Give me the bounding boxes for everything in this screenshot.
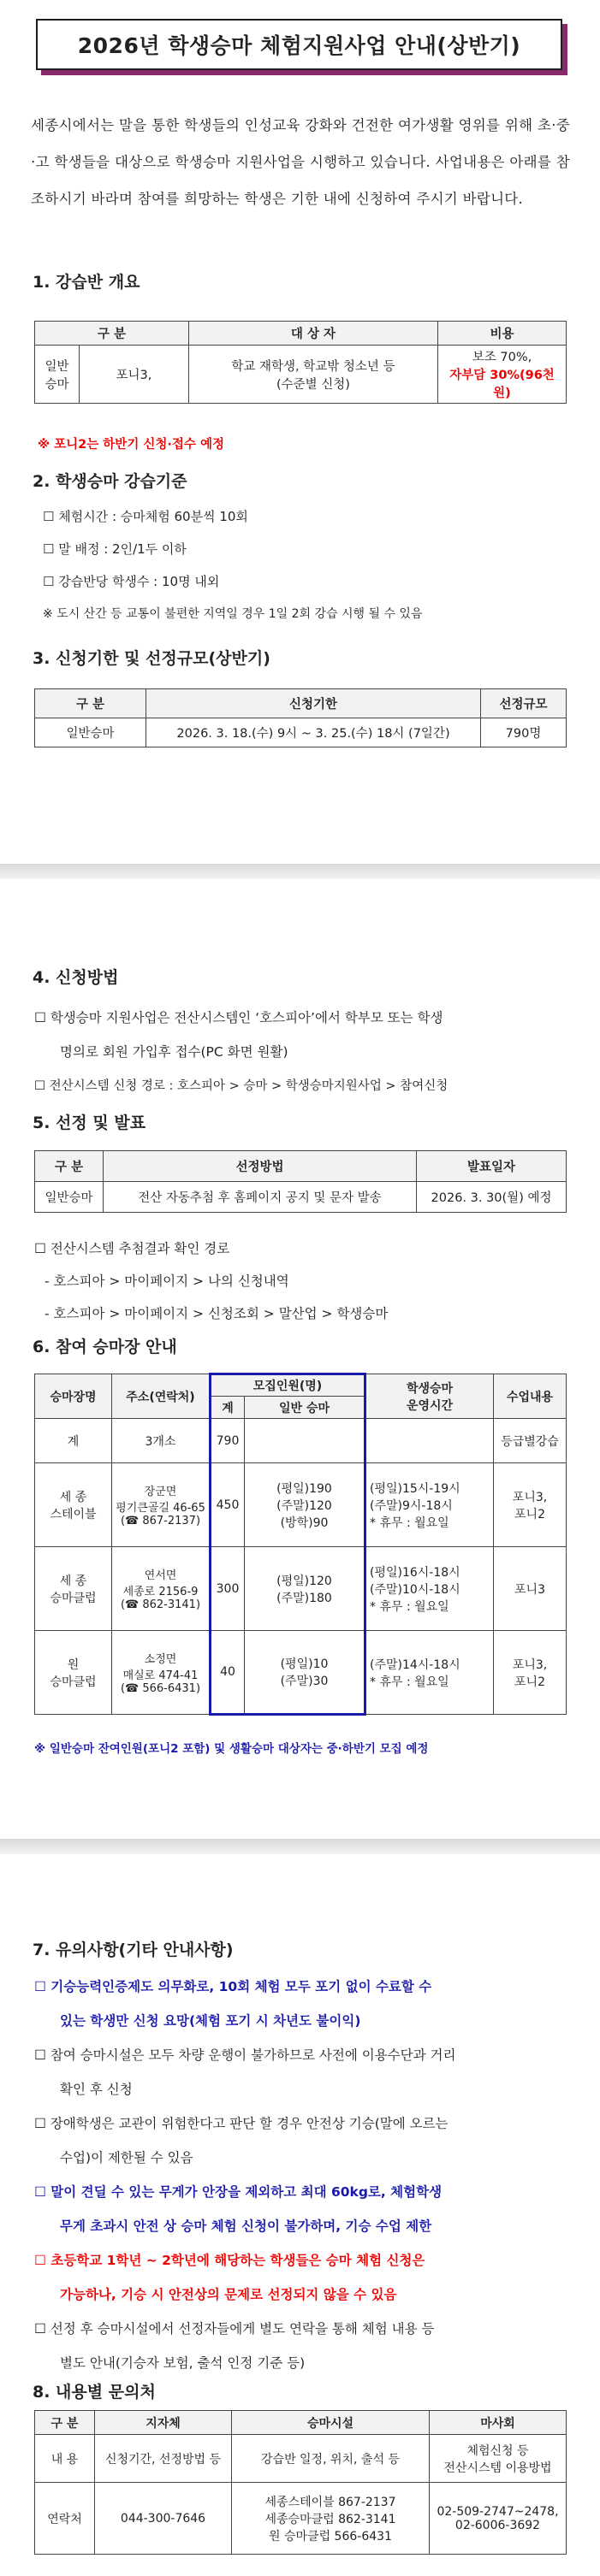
stable-name: 원 승마클럽 [35, 1631, 112, 1715]
stable-general: (평일)10 (주말)30 [245, 1631, 365, 1715]
sum-total: 790 [211, 1419, 245, 1463]
stable-table [34, 1373, 567, 1716]
section-2-heading: 2. 학생승마 강습기준 [33, 472, 187, 491]
page-divider [0, 864, 600, 879]
header-general: 일반 승마 [245, 1397, 365, 1419]
stable-total: 450 [211, 1463, 245, 1547]
criteria-time: ☐ 체험시간 : 승마체험 60분씩 10회 [43, 509, 248, 524]
notice-4 [34, 2175, 573, 2243]
stable-note: ※ 일반승마 잔여인원(포니2 포함) 및 생활승마 대상자는 중·하반기 모집 예정 [34, 1742, 429, 1756]
header-cost: 비용 [438, 322, 567, 346]
notice-2 [34, 2038, 573, 2106]
contact-content-label: 내 용 [35, 2435, 95, 2483]
header-method: 선정방법 [104, 1151, 417, 1182]
header-date: 발표일자 [417, 1151, 567, 1182]
header-stable: 승마장명 [35, 1374, 112, 1419]
contact-table [34, 2410, 567, 2555]
section-5-heading: 5. 선정 및 발표 [33, 1114, 146, 1132]
header-hours: 학생승마 운영시간 [365, 1374, 494, 1419]
contact-phone-gov: 044-300-7646 [95, 2483, 232, 2555]
header-deadline: 신청기한 [146, 689, 481, 718]
header-category: 구 분 [35, 1151, 104, 1182]
criteria-students: ☐ 강습반당 학생수 : 10명 내외 [43, 574, 220, 589]
stable-general: (평일)120 (주말)180 [245, 1547, 365, 1631]
header-facility: 승마시설 [232, 2411, 430, 2435]
header-class: 수업내용 [494, 1374, 567, 1419]
result-check: ☐ 전산시스템 추첨결과 확인 경로 [34, 1241, 230, 1256]
notice-5-line2: 가능하나, 기승 시 안전상의 문제로 선정되지 않을 수 있음 [60, 2287, 397, 2302]
notice-3-line1: ☐ 장애학생은 교관이 위험한다고 판단 할 경우 안전상 기승(말에 오르는 [34, 2116, 449, 2131]
sum-class: 등급별강습 [494, 1419, 567, 1463]
result-path-1: - 호스피아 > 마이페이지 > 나의 신청내역 [45, 1273, 289, 1289]
stable-name: 세 종 스테이블 [35, 1463, 112, 1547]
stable-total: 40 [211, 1631, 245, 1715]
contact-content-facility: 강습반 일정, 위치, 출석 등 [232, 2435, 430, 2483]
notice-5 [34, 2243, 573, 2312]
contact-content-kra: 체험신청 등 전산시스템 이용방법 [430, 2435, 567, 2483]
table-row [35, 1463, 567, 1547]
apply-path: ☐ 전산시스템 신청 경로 : 호스피아 > 승마 > 학생승마지원사업 > 참여신청 [34, 1079, 449, 1093]
stable-class: 포니3, 포니2 [494, 1631, 567, 1715]
contact-phone-kra: 02-509-2747~2478, 02-6006-3692 [430, 2483, 567, 2555]
stable-hours: (평일)15시-19시 (주말)9시-18시 * 휴무 : 월요일 [365, 1463, 494, 1547]
page-divider [0, 1839, 600, 1854]
notice-2-line2: 확인 후 신청 [60, 2082, 133, 2097]
stable-addr: 소정면 매실로 474-41 (☎ 566-6431) [112, 1631, 211, 1715]
page-title: 2026년 학생승마 체험지원사업 안내(상반기) [36, 19, 562, 70]
header-category: 구 분 [35, 2411, 95, 2435]
deadline-period: 2026. 3. 18.(수) 9시 ~ 3. 25.(수) 18시 (7일간) [146, 718, 481, 747]
section-6-heading: 6. 참여 승마장 안내 [33, 1338, 177, 1356]
selection-date: 2026. 3. 30(월) 예정 [417, 1182, 567, 1213]
section-3-heading: 3. 신청기한 및 선정규모(상반기) [33, 649, 270, 668]
table-row [35, 1419, 567, 1463]
notice-6 [34, 2312, 573, 2380]
notice-3-line2: 수업)이 제한될 수 있음 [60, 2150, 193, 2165]
result-path-2: - 호스피아 > 마이페이지 > 신청조회 > 말산업 > 학생승마 [45, 1306, 389, 1321]
section-7-heading: 7. 유의사항(기타 안내사항) [33, 1941, 234, 1959]
deadline-scale: 790명 [481, 718, 567, 747]
criteria-note: ※ 도시 산간 등 교통이 불편한 지역일 경우 1일 2회 강습 시행 될 수 있음 [43, 607, 423, 621]
header-local-gov: 지자체 [95, 2411, 232, 2435]
apply-method-1-line2: 명의로 회원 가입후 접수(PC 화면 원활) [60, 1044, 288, 1060]
notice-6-line2: 별도 안내(기승자 보험, 출석 인정 기준 등) [60, 2355, 306, 2371]
selection-table [34, 1150, 567, 1213]
stable-name: 세 종 승마클럽 [35, 1547, 112, 1631]
notice-3 [34, 2106, 573, 2175]
course-table [34, 321, 567, 404]
sum-general [245, 1419, 365, 1463]
stable-general: (평일)190 (주말)120 (방학)90 [245, 1463, 365, 1547]
cost-self: 자부담 30%(96천원) [449, 369, 555, 400]
stable-class: 포니3 [494, 1547, 567, 1631]
header-category: 구 분 [35, 322, 189, 346]
notice-1 [34, 1970, 573, 2038]
header-scale: 선정규모 [481, 689, 567, 718]
notice-4-line2: 무게 초과시 안전 상 승마 체험 신청이 불가하며, 기승 수업 제한 [60, 2219, 432, 2234]
header-kra: 마사회 [430, 2411, 567, 2435]
criteria-horse: ☐ 말 배정 : 2인/1두 이하 [43, 541, 187, 557]
contact-content-gov: 신청기간, 선정방법 등 [95, 2435, 232, 2483]
header-address: 주소(연락처) [112, 1374, 211, 1419]
course-level: 포니3, [80, 346, 189, 404]
stable-hours: (주말)14시-18시 * 휴무 : 월요일 [365, 1631, 494, 1715]
notice-1-line2: 있는 학생만 신청 요망(체험 포기 시 차년도 불이익) [60, 2013, 361, 2029]
table-row [35, 1631, 567, 1715]
selection-method: 전산 자동추첨 후 홈페이지 공지 및 문자 발송 [104, 1182, 417, 1213]
stable-class: 포니3, 포니2 [494, 1463, 567, 1547]
notice-1-line1: ☐ 기승능력인증제도 의무화로, 10회 체험 모두 포기 없이 수료할 수 [34, 1979, 432, 1994]
selection-type: 일반승마 [35, 1182, 104, 1213]
table-row [35, 2435, 567, 2483]
notice-4-line1: ☐ 말이 견딜 수 있는 무게가 안장을 제외하고 최대 60kg로, 체험학생 [34, 2184, 443, 2200]
table-row [35, 1547, 567, 1631]
section-8-heading: 8. 내용별 문의처 [33, 2383, 156, 2402]
deadline-type: 일반승마 [35, 718, 146, 747]
stable-total: 300 [211, 1547, 245, 1631]
cost-subsidy: 보조 70%, [472, 351, 532, 364]
contact-phone-facility: 세종스테이블 867-2137 세종승마클럽 862-3141 원 승마클럽 566-6431 [232, 2483, 430, 2555]
contact-phone-label: 연락처 [35, 2483, 95, 2555]
course-target: 학교 재학생, 학교밖 청소년 등 (수준별 신청) [188, 346, 437, 404]
header-target: 대 상 자 [188, 322, 437, 346]
table-row [35, 2483, 567, 2555]
course-type: 일반 승마 [35, 346, 80, 404]
header-total: 계 [211, 1397, 245, 1419]
deadline-table [34, 688, 567, 747]
sum-addr: 3개소 [112, 1419, 211, 1463]
sum-hours [365, 1419, 494, 1463]
header-capacity: 모집인원(명) [211, 1374, 365, 1397]
course-cost [438, 346, 567, 404]
notice-5-line1: ☐ 초등학교 1학년 ~ 2학년에 해당하는 학생들은 승마 체험 신청은 [34, 2253, 425, 2268]
stable-hours: (평일)16시-18시 (주말)10시-18시 * 휴무 : 월요일 [365, 1547, 494, 1631]
apply-method-1 [34, 1001, 573, 1069]
stable-addr: 장군면 평기큰골길 46-65 (☎ 867-2137) [112, 1463, 211, 1547]
section-4-heading: 4. 신청방법 [33, 968, 119, 987]
pony2-note: ※ 포니2는 하반기 신청·접수 예정 [38, 438, 224, 452]
intro-paragraph: 세종시에서는 말을 통한 학생들의 인성교육 강화와 건전한 여가생활 영위를 위해 초·중·고 학생들을 대상으로 학생승마 지원사업을 시행하고 있습니다. 사업내용은 아래를 참조하시기 바라며 참여를 희망하는 학생은 기한 내에 신청하여 주시기 바랍니다. [31, 117, 570, 207]
notice-2-line1: ☐ 참여 승마시설은 모두 차량 운행이 불가하므로 사전에 이용수단과 거리 [34, 2047, 456, 2063]
stable-addr: 연서면 세종로 2156-9 (☎ 862-3141) [112, 1547, 211, 1631]
notice-6-line1: ☐ 선정 후 승마시설에서 선정자들에게 별도 연락을 통해 체험 내용 등 [34, 2321, 435, 2337]
sum-name: 계 [35, 1419, 112, 1463]
header-category: 구 분 [35, 689, 146, 718]
apply-method-1-line1: ☐ 학생승마 지원사업은 전산시스템인 ‘호스피아’에서 학부모 또는 학생 [34, 1010, 443, 1025]
section-1-heading: 1. 강습반 개요 [33, 273, 140, 292]
